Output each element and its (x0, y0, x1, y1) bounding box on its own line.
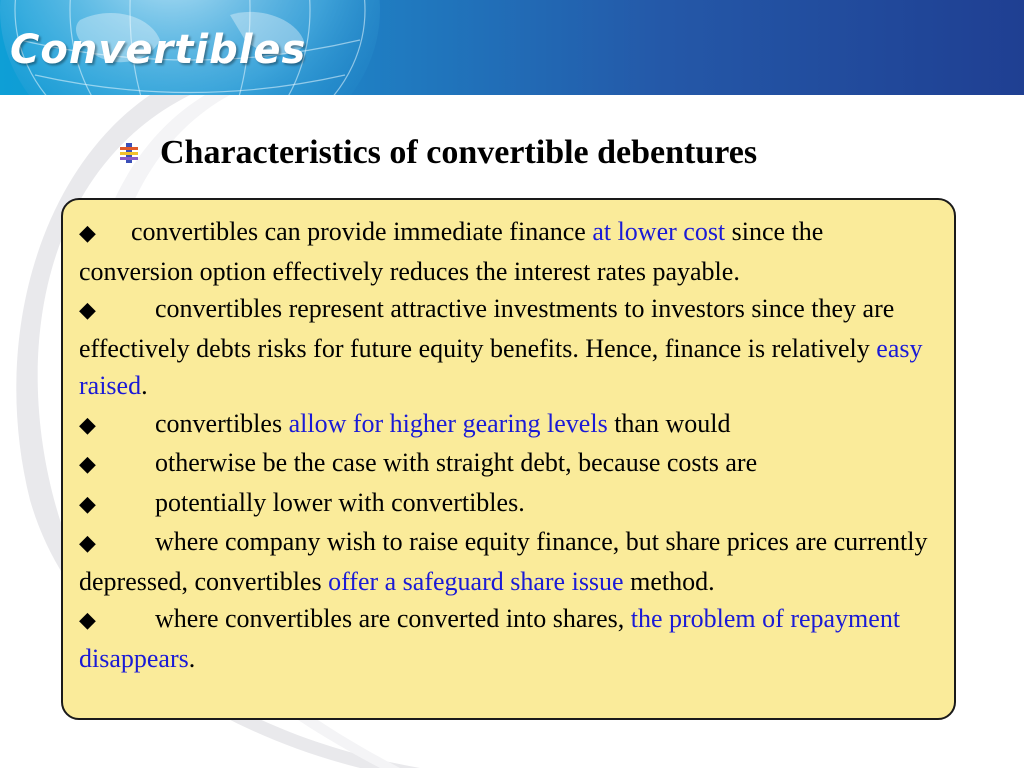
list-item-highlight: the problem of repayment disappears (79, 604, 901, 673)
list-item-highlight: at lower cost (592, 217, 726, 246)
list-item-text: method. (623, 566, 715, 596)
list-item-text: convertibles represent attractive investments to investors since they are effectively debts risks for future equity benefits. Hence, finance is relatively (79, 294, 895, 363)
diamond-bullet-icon: ◆ (79, 221, 96, 246)
diamond-bullet-icon: ◆ (79, 608, 96, 633)
heading-text: Characteristics of convertible debentures (160, 134, 758, 171)
list-item-text: potentially lower with convertibles. (155, 487, 525, 517)
stacked-bars-bullet-icon (118, 142, 140, 164)
diamond-bullet-icon: ◆ (79, 531, 96, 556)
list-item-text: since the conversion option effectively reduces the interest rates payable. (79, 217, 824, 286)
list-item-highlight: offer a safeguard share issue (328, 566, 624, 596)
list-item-text: than would (607, 408, 731, 438)
list-item-text: . (188, 643, 196, 673)
list-item-text: convertibles can provide immediate finance (131, 217, 593, 246)
list-item-text: where company wish to raise equity finance, but share prices are currently depressed, convertibles (79, 527, 928, 596)
slide-title: Convertibles (10, 27, 307, 73)
list-item (79, 444, 938, 484)
list-item (79, 600, 938, 677)
list-item (79, 523, 938, 600)
list-item-text: otherwise be the case with straight debt, because costs are (155, 448, 758, 477)
section-heading (118, 130, 757, 176)
diamond-bullet-icon: ◆ (79, 298, 96, 323)
list-item-text: where convertibles are converted into shares, (155, 604, 631, 633)
list-item-text: convertibles (155, 408, 289, 438)
list-item (79, 405, 938, 445)
list-item-highlight: allow for higher gearing levels (288, 408, 608, 438)
diamond-bullet-icon: ◆ (79, 412, 96, 438)
list-item (79, 484, 938, 524)
diamond-bullet-icon: ◆ (79, 491, 96, 517)
list-item (79, 290, 938, 405)
diamond-bullet-icon: ◆ (79, 452, 96, 477)
title-bar (0, 0, 1024, 95)
list-item-highlight: easy raised (79, 333, 923, 400)
content-box (61, 198, 956, 720)
list-item-text: . (141, 371, 148, 400)
list-item (79, 213, 938, 290)
